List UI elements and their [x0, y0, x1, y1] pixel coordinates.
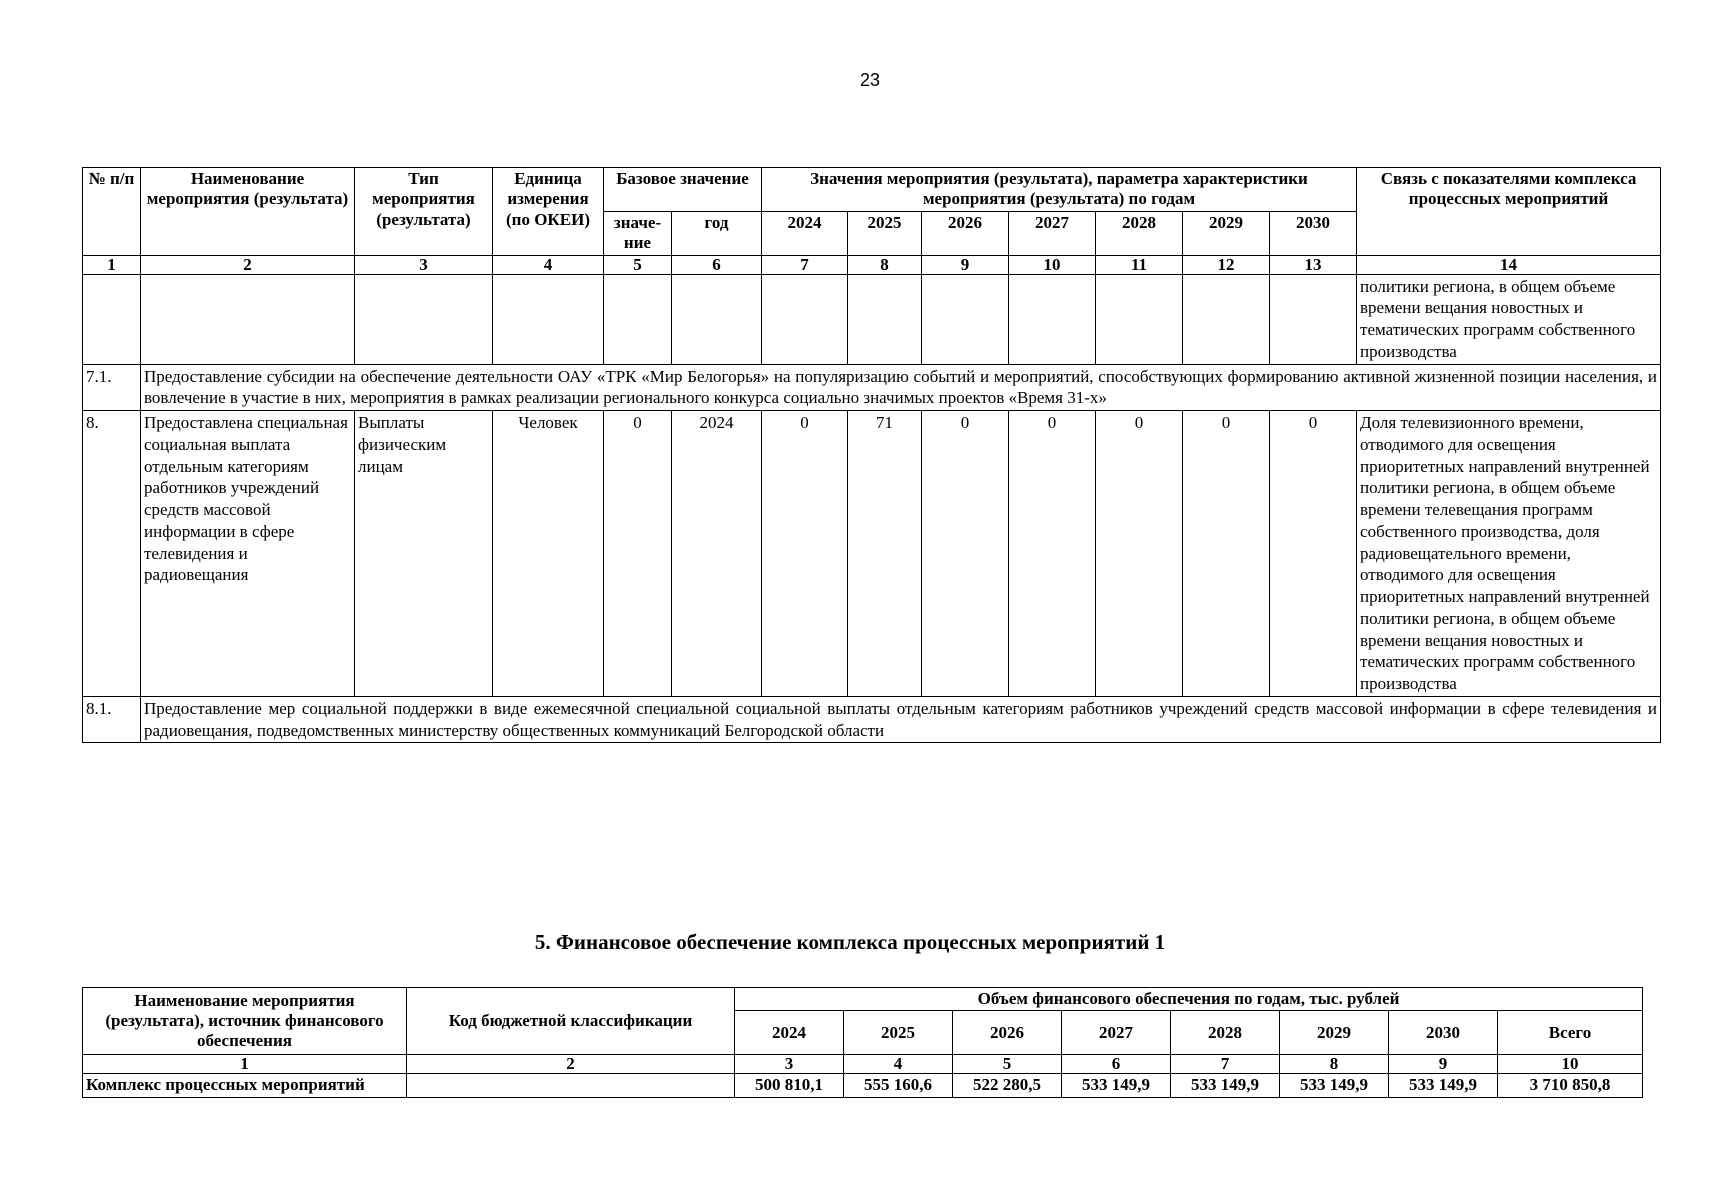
year-value: 0 [1270, 411, 1357, 697]
finance-table [82, 987, 1643, 1098]
fin-year-value: 533 149,9 [1389, 1074, 1498, 1097]
year-value: 71 [848, 411, 922, 697]
row-8-1 [83, 696, 1661, 743]
measures-table [82, 167, 1661, 743]
header-base: Базовое значение [604, 168, 762, 212]
header-link: Связь с показателями комплекса процессных мероприятий [1357, 168, 1661, 256]
header-name: Наименование мероприятия (результата) [141, 168, 355, 256]
fin-header-year: 2028 [1171, 1011, 1280, 1055]
row-number: 8.1. [83, 696, 141, 743]
base-year: 2024 [672, 411, 762, 697]
row-description: Предоставление мер социальной поддержки в виде ежемесячной специальной социальной выплаты отдельным категориям работников учреждений средств массовой информации в сфере телевидения и радиовещания, подведомственных министерству общественных коммуникаций Белгородской области [141, 696, 1661, 743]
year-value: 0 [762, 411, 848, 697]
column-number: 3 [355, 255, 493, 274]
page-number: 23 [859, 70, 881, 90]
column-numbers-row [83, 255, 1661, 274]
link-cell: политики региона, в общем объеме времени вещания новостных и тематических программ собственного производства [1357, 274, 1661, 364]
fin-year-value: 533 149,9 [1171, 1074, 1280, 1097]
column-number: 6 [1062, 1055, 1171, 1074]
fin-year-value: 500 810,1 [735, 1074, 844, 1097]
column-number: 1 [83, 1055, 407, 1074]
fin-header-year: 2025 [844, 1011, 953, 1055]
row-number: 8. [83, 411, 141, 697]
header-unit: Единица измерения (по ОКЕИ) [493, 168, 604, 256]
fin-header-year: 2029 [1280, 1011, 1389, 1055]
header-type: Тип мероприятия (результата) [355, 168, 493, 256]
column-number: 13 [1270, 255, 1357, 274]
year-value: 0 [1096, 411, 1183, 697]
header-base-value: значе-ние [604, 211, 672, 255]
measure-name: Предоставлена специальная социальная выплата отдельным категориям работников учреждений средств массовой информации в сфере телевидения и радиовещания [141, 411, 355, 697]
column-number: 4 [493, 255, 604, 274]
year-value: 0 [1009, 411, 1096, 697]
column-number: 8 [848, 255, 922, 274]
column-number: 10 [1009, 255, 1096, 274]
header-year: 2029 [1183, 211, 1270, 255]
header-year: 2026 [922, 211, 1009, 255]
column-number: 9 [1389, 1055, 1498, 1074]
fin-header-row-1 [83, 988, 1643, 1011]
fin-year-value: 522 280,5 [953, 1074, 1062, 1097]
column-number: 9 [922, 255, 1009, 274]
fin-row-code [407, 1074, 735, 1097]
column-number: 6 [672, 255, 762, 274]
header-year: 2024 [762, 211, 848, 255]
column-number: 2 [407, 1055, 735, 1074]
fin-year-value: 533 149,9 [1062, 1074, 1171, 1097]
fin-header-year: 2024 [735, 1011, 844, 1055]
year-value: 0 [1183, 411, 1270, 697]
fin-header-year: 2027 [1062, 1011, 1171, 1055]
fin-header-volume-group: Объем финансового обеспечения по годам, тыс. рублей [735, 988, 1643, 1011]
column-number: 8 [1280, 1055, 1389, 1074]
fin-total-value: 3 710 850,8 [1498, 1074, 1643, 1097]
row-7-1 [83, 364, 1661, 411]
base-value: 0 [604, 411, 672, 697]
row-number: 7.1. [83, 364, 141, 411]
header-num: № п/п [83, 168, 141, 256]
measure-unit: Человек [493, 411, 604, 697]
row-8 [83, 411, 1661, 697]
column-number: 5 [953, 1055, 1062, 1074]
column-number: 2 [141, 255, 355, 274]
continuation-row [83, 274, 1661, 364]
fin-year-value: 555 160,6 [844, 1074, 953, 1097]
header-base-year: год [672, 211, 762, 255]
year-value: 0 [922, 411, 1009, 697]
column-number: 3 [735, 1055, 844, 1074]
column-number: 11 [1096, 255, 1183, 274]
column-number: 1 [83, 255, 141, 274]
column-number: 14 [1357, 255, 1661, 274]
fin-header-name: Наименование мероприятия (результата), источник финансового обеспечения [83, 988, 407, 1055]
header-year: 2025 [848, 211, 922, 255]
fin-row [83, 1074, 1643, 1097]
fin-header-year: 2026 [953, 1011, 1062, 1055]
fin-header-code: Код бюджетной классификации [407, 988, 735, 1055]
column-number: 5 [604, 255, 672, 274]
header-year: 2030 [1270, 211, 1357, 255]
link-cell: Доля телевизионного времени, отводимого для освещения приоритетных направлений внутренней политики региона, в общем объеме времени телевещания программ собственного производства, доля радиовещательного времени, отводимого для освещения приоритетных направлений внутренней политики региона, в общем объеме времени вещания новостных и тематических программ собственного производства [1357, 411, 1661, 697]
section-title: 5. Финансовое обеспечение комплекса процессных мероприятий 1 [534, 930, 1166, 954]
header-row-1 [83, 168, 1661, 212]
fin-row-name: Комплекс процессных мероприятий [83, 1074, 407, 1097]
header-year: 2027 [1009, 211, 1096, 255]
fin-header-year: 2030 [1389, 1011, 1498, 1055]
column-number: 10 [1498, 1055, 1643, 1074]
column-number: 7 [762, 255, 848, 274]
fin-column-numbers-row [83, 1055, 1643, 1074]
header-year: 2028 [1096, 211, 1183, 255]
row-description: Предоставление субсидии на обеспечение деятельности ОАУ «ТРК «Мир Белогорья» на популяризацию событий и мероприятий, способствующих формированию активной жизненной позиции населения, и вовлечение в участие в них, мероприятия в рамках реализации регионального конкурса социально значимых проектов «Время 31-х» [141, 364, 1661, 411]
column-number: 4 [844, 1055, 953, 1074]
header-values-group: Значения мероприятия (результата), параметра характеристики мероприятия (результата) по годам [762, 168, 1357, 212]
measure-type: Выплаты физическим лицам [355, 411, 493, 697]
column-number: 12 [1183, 255, 1270, 274]
fin-header-total: Всего [1498, 1011, 1643, 1055]
fin-year-value: 533 149,9 [1280, 1074, 1389, 1097]
column-number: 7 [1171, 1055, 1280, 1074]
